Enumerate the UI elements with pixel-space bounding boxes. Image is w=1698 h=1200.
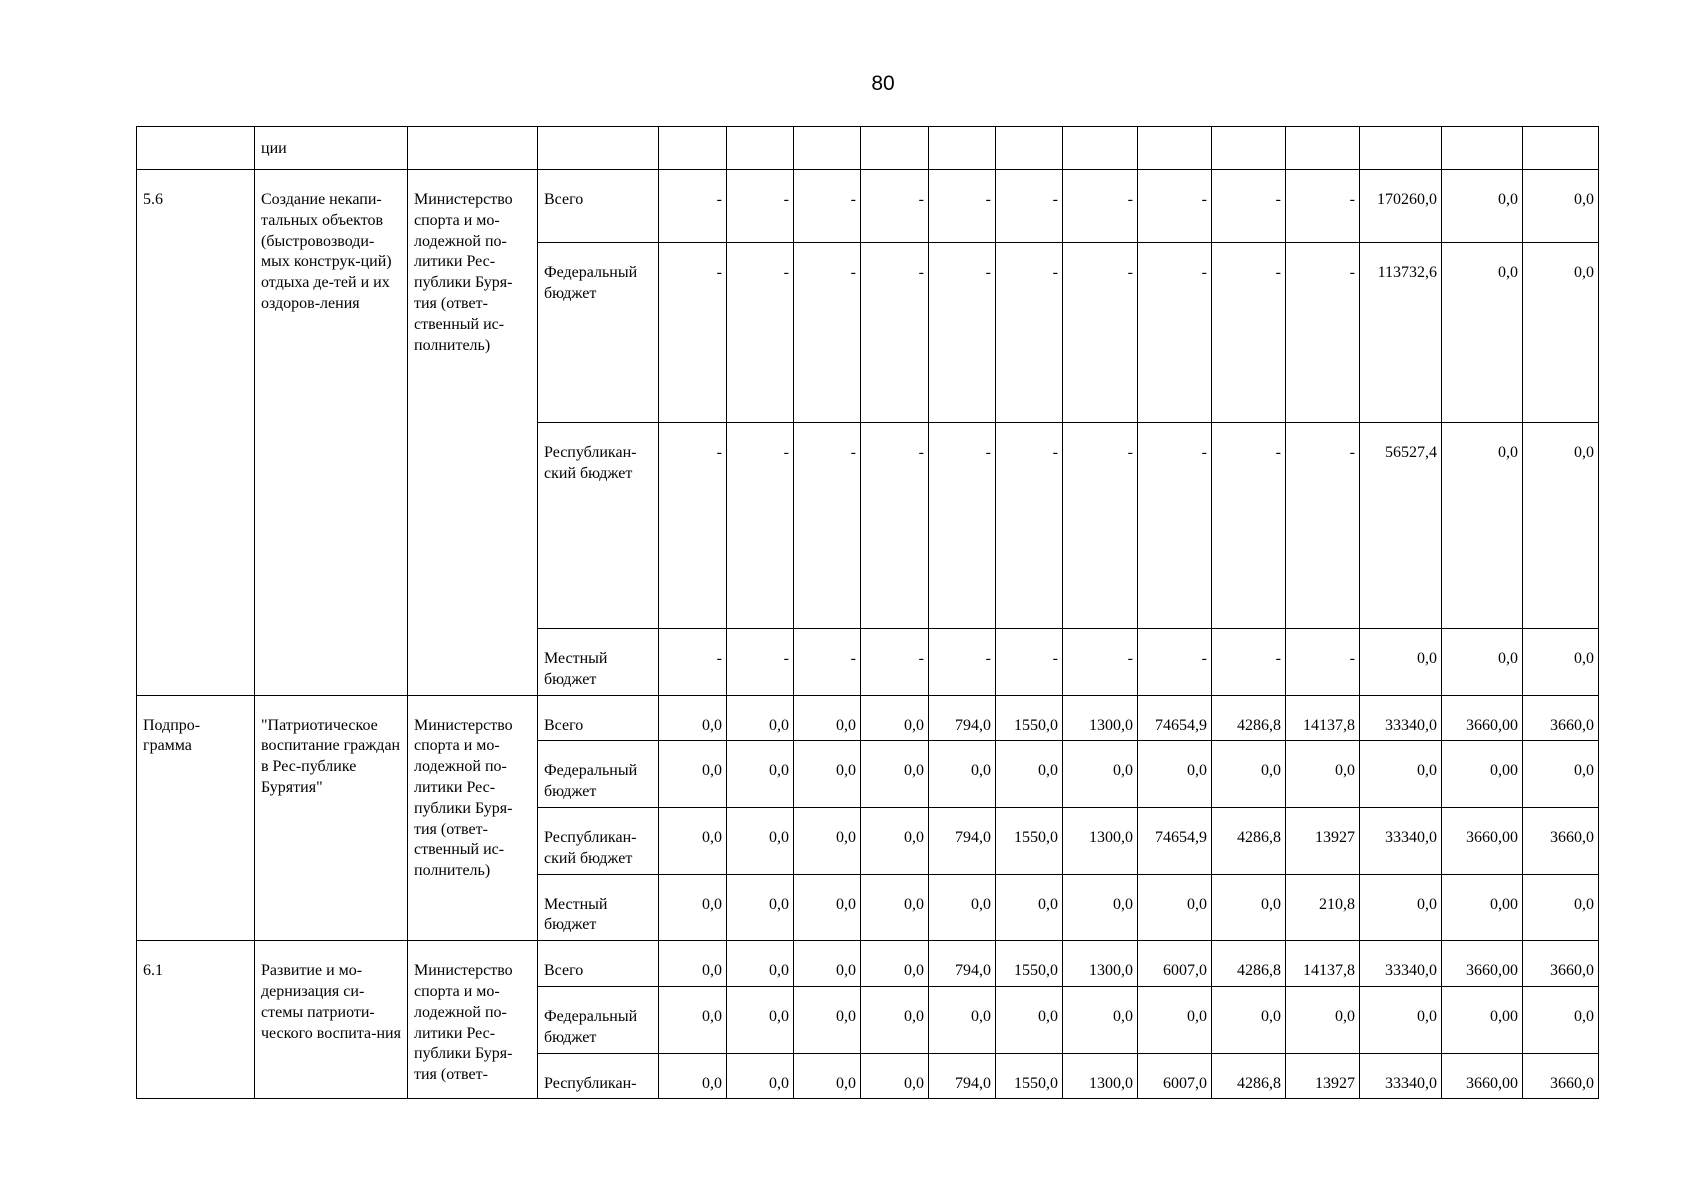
section-name: "Патриотическое воспитание граждан в Рес-публике Бурятия" bbox=[255, 695, 408, 941]
value-cell: - bbox=[1063, 170, 1138, 243]
value-cell: 794,0 bbox=[929, 1053, 996, 1099]
value-cell: - bbox=[727, 243, 794, 423]
value-cell: 0,0 bbox=[1523, 741, 1599, 808]
value-cell: - bbox=[1138, 170, 1212, 243]
value-cell: - bbox=[1138, 629, 1212, 696]
value-cell: 0,0 bbox=[996, 741, 1063, 808]
value-cell: 1550,0 bbox=[996, 695, 1063, 741]
value-cell: 0,0 bbox=[1442, 243, 1523, 423]
value-cell: 0,0 bbox=[1360, 874, 1442, 941]
value-cell: 0,0 bbox=[1523, 874, 1599, 941]
value-cell: 1550,0 bbox=[996, 941, 1063, 987]
value-cell: - bbox=[659, 629, 727, 696]
value-cell: 113732,6 bbox=[1360, 243, 1442, 423]
value-cell: - bbox=[861, 243, 929, 423]
value-cell: 14137,8 bbox=[1286, 695, 1360, 741]
value-cell: - bbox=[996, 243, 1063, 423]
value-cell: - bbox=[794, 629, 861, 696]
table-cell bbox=[1523, 127, 1599, 170]
value-cell: 3660,00 bbox=[1442, 695, 1523, 741]
table-cell bbox=[1212, 127, 1286, 170]
value-cell: - bbox=[929, 629, 996, 696]
budget-table-body bbox=[137, 127, 1599, 1099]
value-cell: 0,0 bbox=[1442, 170, 1523, 243]
value-cell: 0,0 bbox=[861, 1053, 929, 1099]
table-cell bbox=[659, 127, 727, 170]
value-cell: - bbox=[996, 629, 1063, 696]
value-cell: - bbox=[1063, 423, 1138, 629]
value-cell: 0,0 bbox=[1523, 629, 1599, 696]
value-cell: - bbox=[1212, 423, 1286, 629]
value-cell: 6007,0 bbox=[1138, 1053, 1212, 1099]
value-cell: - bbox=[1138, 243, 1212, 423]
value-cell: 0,0 bbox=[727, 986, 794, 1053]
value-cell: 0,0 bbox=[1063, 874, 1138, 941]
value-cell: 3660,00 bbox=[1442, 941, 1523, 987]
value-cell: 13927 bbox=[1286, 1053, 1360, 1099]
table-cell bbox=[137, 127, 255, 170]
funding-source: Всего bbox=[538, 695, 659, 741]
value-cell: 0,0 bbox=[1138, 874, 1212, 941]
value-cell: 0,0 bbox=[1212, 986, 1286, 1053]
value-cell: - bbox=[1212, 629, 1286, 696]
value-cell: 1550,0 bbox=[996, 807, 1063, 874]
table-cell bbox=[1138, 127, 1212, 170]
value-cell: 0,0 bbox=[1286, 741, 1360, 808]
value-cell: 0,0 bbox=[1063, 986, 1138, 1053]
value-cell: 1550,0 bbox=[996, 1053, 1063, 1099]
value-cell: 0,00 bbox=[1442, 874, 1523, 941]
value-cell: - bbox=[1212, 243, 1286, 423]
value-cell: 0,0 bbox=[727, 874, 794, 941]
value-cell: 3660,00 bbox=[1442, 1053, 1523, 1099]
value-cell: 6007,0 bbox=[1138, 941, 1212, 987]
value-cell: - bbox=[1138, 423, 1212, 629]
value-cell: 794,0 bbox=[929, 695, 996, 741]
value-cell: 0,0 bbox=[794, 807, 861, 874]
table-cell bbox=[1286, 127, 1360, 170]
value-cell: - bbox=[929, 170, 996, 243]
table-cell bbox=[929, 127, 996, 170]
value-cell: - bbox=[659, 170, 727, 243]
value-cell: 170260,0 bbox=[1360, 170, 1442, 243]
value-cell: 0,0 bbox=[1286, 986, 1360, 1053]
value-cell: - bbox=[727, 423, 794, 629]
value-cell: 0,0 bbox=[929, 986, 996, 1053]
funding-source: Местный бюджет bbox=[538, 629, 659, 696]
funding-source: Всего bbox=[538, 170, 659, 243]
value-cell: 0,0 bbox=[929, 741, 996, 808]
funding-source: Республикан- bbox=[538, 1053, 659, 1099]
value-cell: - bbox=[794, 243, 861, 423]
value-cell: 13927 bbox=[1286, 807, 1360, 874]
table-cell bbox=[794, 127, 861, 170]
value-cell: 0,0 bbox=[659, 874, 727, 941]
value-cell: 0,0 bbox=[1138, 741, 1212, 808]
page-number: 80 bbox=[871, 72, 895, 95]
table-row bbox=[137, 941, 1599, 987]
value-cell: 0,0 bbox=[659, 941, 727, 987]
value-cell: 0,0 bbox=[1212, 874, 1286, 941]
value-cell: - bbox=[1286, 170, 1360, 243]
funding-source: Всего bbox=[538, 941, 659, 987]
value-cell: 0,0 bbox=[727, 1053, 794, 1099]
section-executor: Министерство спорта и мо-лодежной по-литики Рес-публики Буря-тия (ответ-ственный ис-полнитель) bbox=[408, 695, 538, 941]
value-cell: 0,0 bbox=[1523, 986, 1599, 1053]
value-cell: 0,0 bbox=[996, 874, 1063, 941]
value-cell: - bbox=[1286, 243, 1360, 423]
value-cell: - bbox=[1286, 423, 1360, 629]
value-cell: 1300,0 bbox=[1063, 807, 1138, 874]
value-cell: 0,0 bbox=[861, 807, 929, 874]
value-cell: 33340,0 bbox=[1360, 695, 1442, 741]
value-cell: 0,0 bbox=[996, 986, 1063, 1053]
funding-source: Местный бюджет bbox=[538, 874, 659, 941]
value-cell: 0,0 bbox=[727, 741, 794, 808]
value-cell: 56527,4 bbox=[1360, 423, 1442, 629]
value-cell: 0,00 bbox=[1442, 986, 1523, 1053]
value-cell: 0,0 bbox=[1523, 170, 1599, 243]
value-cell: - bbox=[794, 423, 861, 629]
value-cell: 0,0 bbox=[794, 941, 861, 987]
value-cell: 0,0 bbox=[794, 695, 861, 741]
value-cell: 74654,9 bbox=[1138, 695, 1212, 741]
value-cell: 0,0 bbox=[1523, 243, 1599, 423]
value-cell: 3660,0 bbox=[1523, 941, 1599, 987]
value-cell: 3660,0 bbox=[1523, 1053, 1599, 1099]
value-cell: 0,0 bbox=[861, 741, 929, 808]
table-cell bbox=[861, 127, 929, 170]
value-cell: - bbox=[794, 170, 861, 243]
funding-source: Федеральный бюджет bbox=[538, 741, 659, 808]
value-cell: 0,0 bbox=[659, 986, 727, 1053]
table-cell bbox=[538, 127, 659, 170]
value-cell: 3660,0 bbox=[1523, 695, 1599, 741]
value-cell: - bbox=[1286, 629, 1360, 696]
value-cell: 0,0 bbox=[1360, 629, 1442, 696]
table-cell bbox=[1442, 127, 1523, 170]
value-cell: 1300,0 bbox=[1063, 941, 1138, 987]
value-cell: 0,0 bbox=[659, 695, 727, 741]
funding-source: Республикан-ский бюджет bbox=[538, 807, 659, 874]
value-cell: 0,0 bbox=[727, 695, 794, 741]
value-cell: - bbox=[861, 629, 929, 696]
table-cell bbox=[1360, 127, 1442, 170]
value-cell: - bbox=[929, 243, 996, 423]
value-cell: - bbox=[996, 170, 1063, 243]
value-cell: - bbox=[996, 423, 1063, 629]
value-cell: 4286,8 bbox=[1212, 941, 1286, 987]
section-code: 5.6 bbox=[137, 170, 255, 696]
value-cell: 0,0 bbox=[794, 741, 861, 808]
value-cell: - bbox=[1063, 243, 1138, 423]
value-cell: 0,0 bbox=[659, 1053, 727, 1099]
value-cell: 0,0 bbox=[861, 986, 929, 1053]
value-cell: 0,0 bbox=[1360, 986, 1442, 1053]
funding-source: Республикан-ский бюджет bbox=[538, 423, 659, 629]
value-cell: - bbox=[1212, 170, 1286, 243]
value-cell: 0,0 bbox=[861, 941, 929, 987]
value-cell: - bbox=[727, 629, 794, 696]
section-executor: Министерство спорта и мо-лодежной по-литики Рес-публики Буря-тия (ответ- bbox=[408, 941, 538, 1099]
value-cell: 3660,0 bbox=[1523, 807, 1599, 874]
value-cell: - bbox=[861, 423, 929, 629]
table-cell bbox=[408, 127, 538, 170]
value-cell: 0,0 bbox=[794, 986, 861, 1053]
value-cell: - bbox=[727, 170, 794, 243]
section-name: Создание некапи-тальных объектов (быстровозводи-мых конструк-ций) отдыха де-тей и их оздоров-ления bbox=[255, 170, 408, 696]
value-cell: 0,0 bbox=[659, 807, 727, 874]
value-cell: 0,0 bbox=[1523, 423, 1599, 629]
value-cell: 0,00 bbox=[1442, 741, 1523, 808]
value-cell: 0,0 bbox=[1138, 986, 1212, 1053]
funding-source: Федеральный бюджет bbox=[538, 243, 659, 423]
section-code: Подпро-грамма bbox=[137, 695, 255, 941]
value-cell: 33340,0 bbox=[1360, 807, 1442, 874]
value-cell: 33340,0 bbox=[1360, 1053, 1442, 1099]
value-cell: 1300,0 bbox=[1063, 695, 1138, 741]
table-row bbox=[137, 127, 1599, 170]
section-executor: Министерство спорта и мо-лодежной по-литики Рес-публики Буря-тия (ответ-ственный ис-полнитель) bbox=[408, 170, 538, 696]
value-cell: 0,0 bbox=[1212, 741, 1286, 808]
value-cell: 4286,8 bbox=[1212, 807, 1286, 874]
value-cell: 0,0 bbox=[659, 741, 727, 808]
value-cell: - bbox=[929, 423, 996, 629]
value-cell: 794,0 bbox=[929, 941, 996, 987]
table-cell: ции bbox=[255, 127, 408, 170]
table-row bbox=[137, 170, 1599, 243]
value-cell: 3660,00 bbox=[1442, 807, 1523, 874]
value-cell: 0,0 bbox=[929, 874, 996, 941]
value-cell: - bbox=[659, 243, 727, 423]
value-cell: 794,0 bbox=[929, 807, 996, 874]
value-cell: - bbox=[861, 170, 929, 243]
table-cell bbox=[996, 127, 1063, 170]
table-cell bbox=[727, 127, 794, 170]
value-cell: - bbox=[659, 423, 727, 629]
value-cell: 210,8 bbox=[1286, 874, 1360, 941]
value-cell: - bbox=[1063, 629, 1138, 696]
funding-source: Федеральный бюджет bbox=[538, 986, 659, 1053]
value-cell: 74654,9 bbox=[1138, 807, 1212, 874]
table-cell bbox=[1063, 127, 1138, 170]
value-cell: 0,0 bbox=[861, 695, 929, 741]
value-cell: 4286,8 bbox=[1212, 695, 1286, 741]
value-cell: 0,0 bbox=[1442, 629, 1523, 696]
budget-table bbox=[136, 126, 1599, 1099]
section-code: 6.1 bbox=[137, 941, 255, 1099]
value-cell: 0,0 bbox=[1063, 741, 1138, 808]
value-cell: 4286,8 bbox=[1212, 1053, 1286, 1099]
section-name: Развитие и мо-дернизация си-стемы патриоти-ческого воспита-ния bbox=[255, 941, 408, 1099]
value-cell: 0,0 bbox=[794, 874, 861, 941]
value-cell: 1300,0 bbox=[1063, 1053, 1138, 1099]
value-cell: 0,0 bbox=[861, 874, 929, 941]
value-cell: 33340,0 bbox=[1360, 941, 1442, 987]
value-cell: 0,0 bbox=[1442, 423, 1523, 629]
value-cell: 0,0 bbox=[727, 807, 794, 874]
table-row bbox=[137, 695, 1599, 741]
value-cell: 0,0 bbox=[1360, 741, 1442, 808]
value-cell: 0,0 bbox=[727, 941, 794, 987]
value-cell: 0,0 bbox=[794, 1053, 861, 1099]
value-cell: 14137,8 bbox=[1286, 941, 1360, 987]
